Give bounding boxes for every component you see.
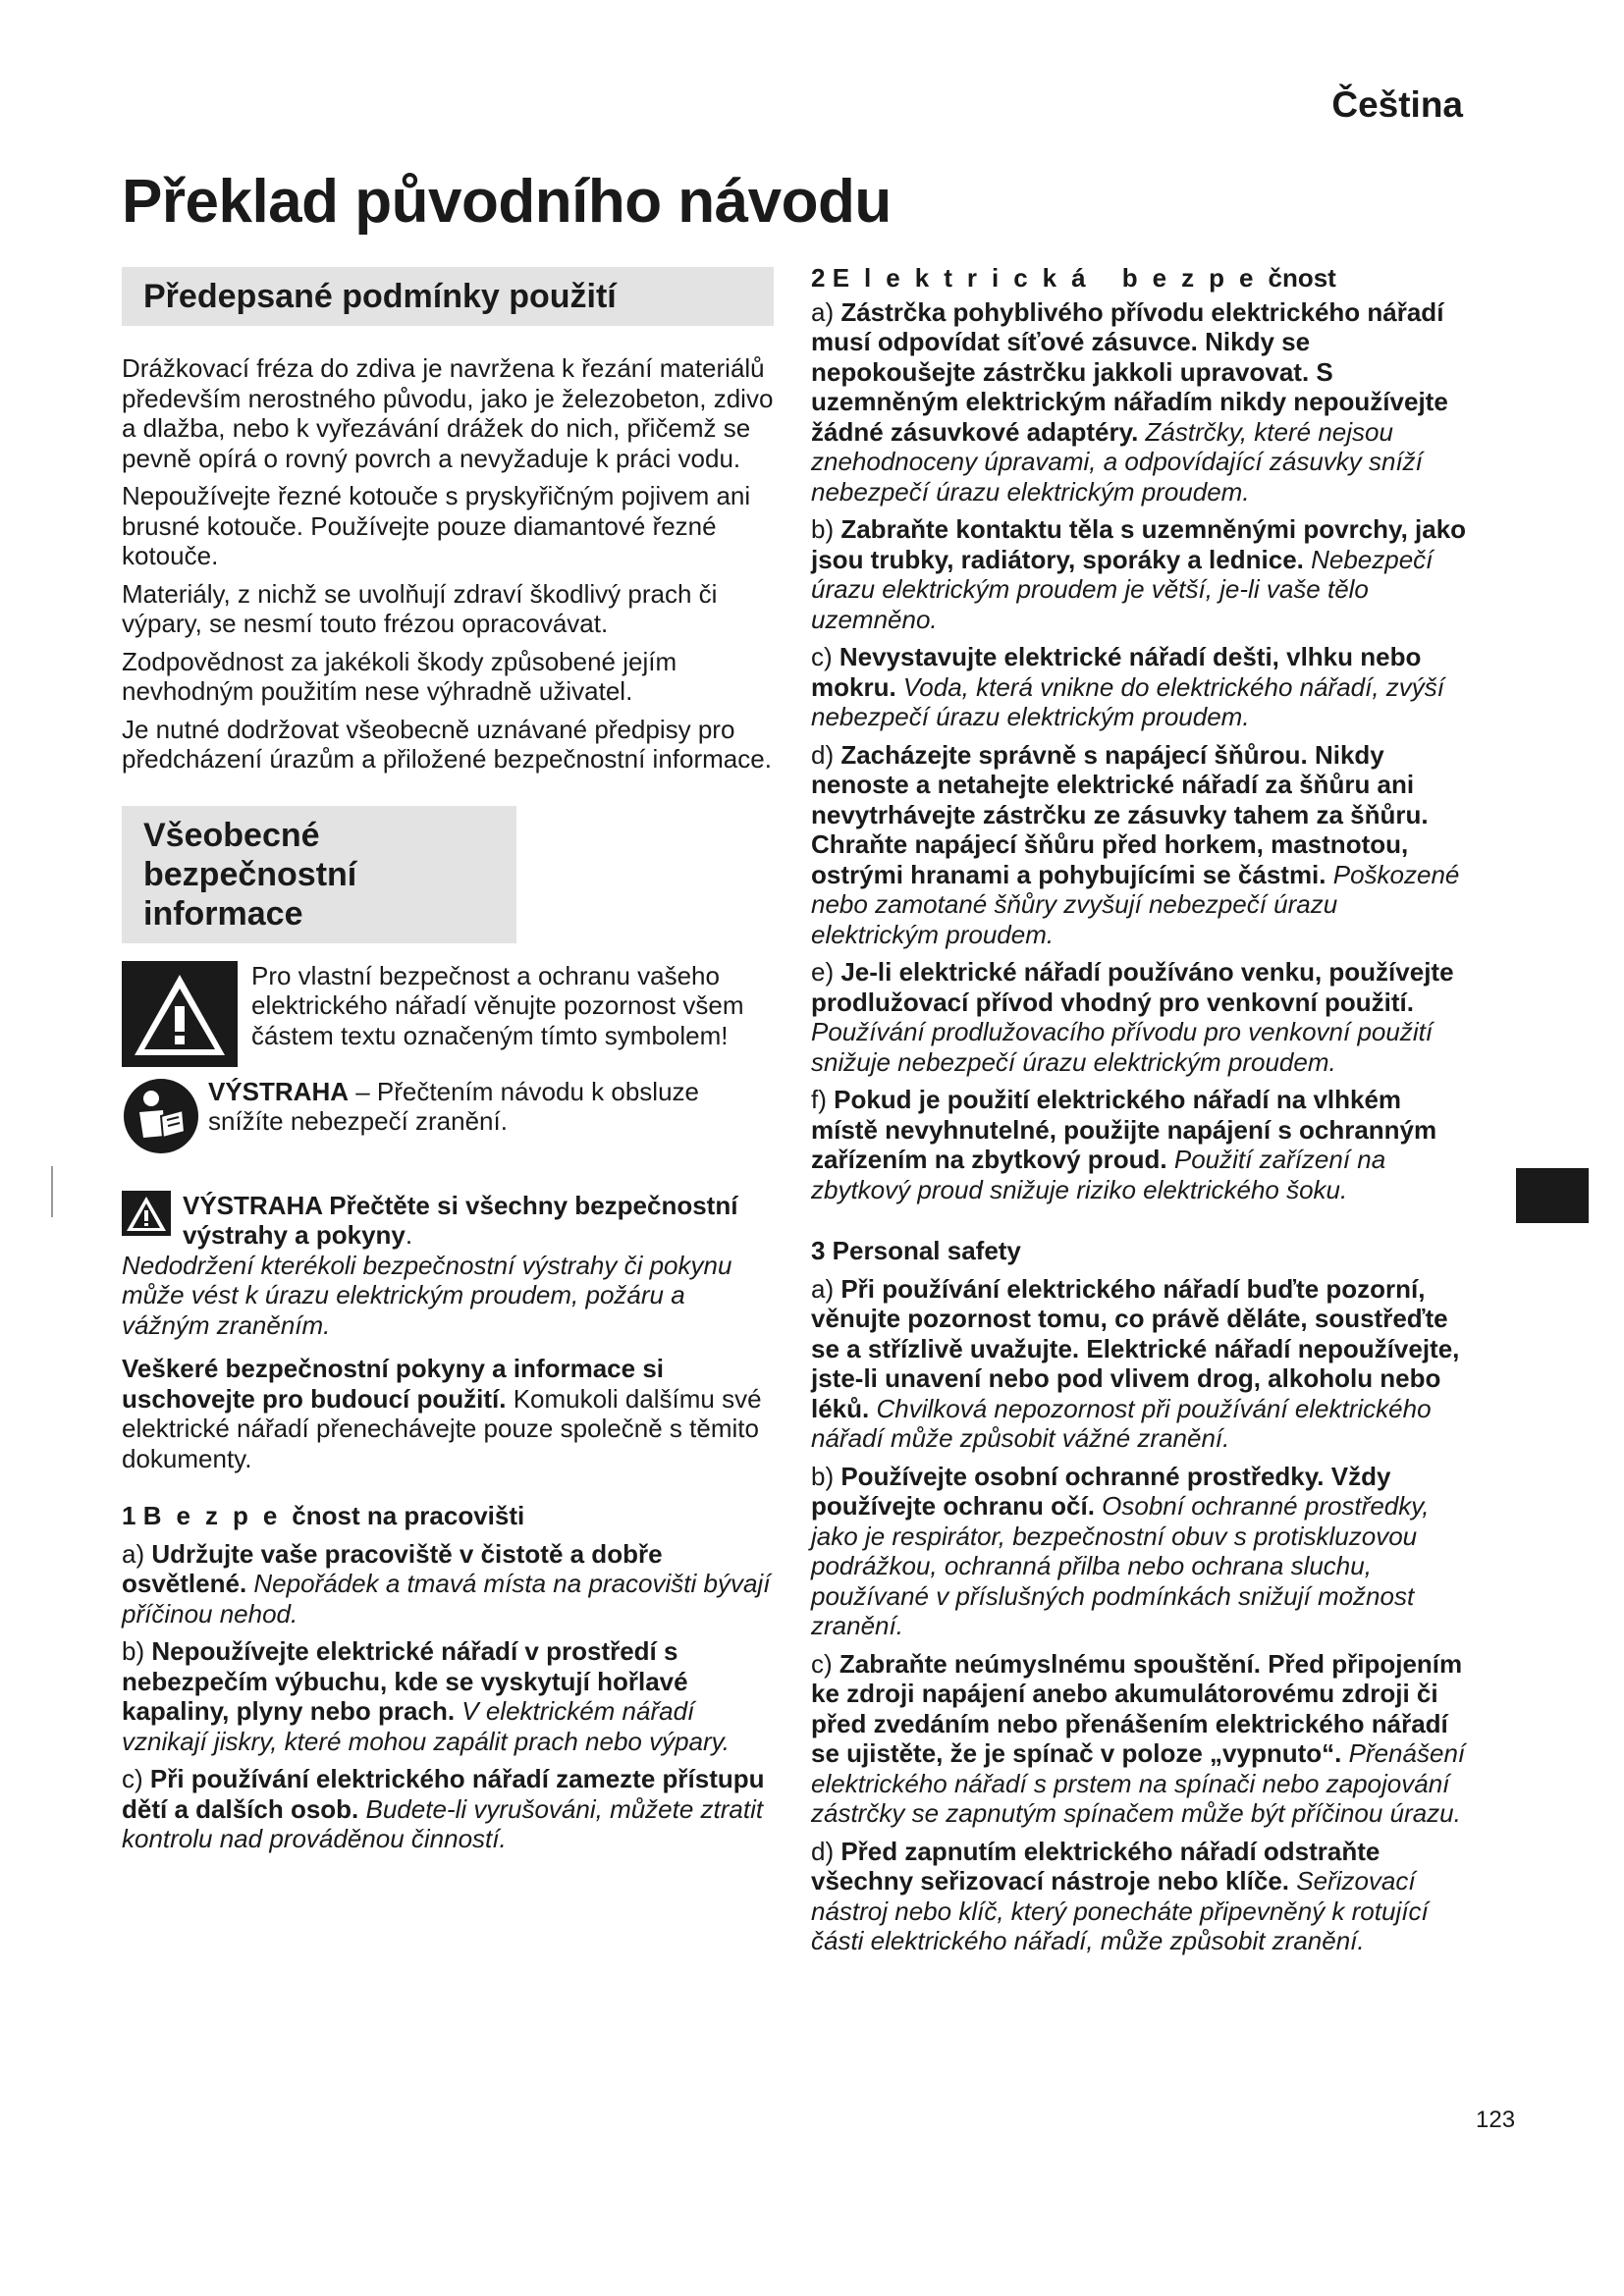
page-title: Překlad původního návodu [122,168,892,236]
page-number: 123 [1476,2107,1516,2133]
paragraph: Je nutné dodržovat všeobecně uznávané předpisy pro předcházení úrazům a přiložené bezpečnostní informace. [122,714,772,774]
safety-item: c) Zabraňte neúmyslnému spouštění. Před připojením ke zdroji napájení anebo akumulátorovému zdroji či před zvedáním nebo přenášením elektrického nářadí se ujistěte, že je spínač v poloze „vypnuto“. Přenášení elektrického nářadí s prstem na spínači nebo zapojování zástrčky se zapnutým spínačem může být příčinou úrazu. [811,1648,1466,1828]
paragraph: Nepoužívejte řezné kotouče s pryskyřičným pojivem ani brusné kotouče. Používejte pouze diamantové řezné kotouče. [122,481,751,570]
symbol-notice [122,961,774,1067]
symbol-text: Pro vlastní bezpečnost a ochranu vašeho elektrického nářadí věnujte pozornost všem částem textu označeným tímto symbolem! [251,960,744,1050]
paragraph: Zodpovědnost za jakékoli škody způsobené jejím nevhodným použitím nese výhradně uživatel. [122,646,677,706]
keep-instructions: Veškeré bezpečnostní pokyny a informace si uschovejte pro budoucí použití. Komukoli dalšímu své elektrické nářadí přenechávejte pouze společně s těmito dokumenty. [122,1354,762,1473]
section-heading-general-safety: Všeobecné bezpečnostní informace [122,806,516,943]
subsection-heading-work-area: 1 Bezpečnost na pracovišti [122,1501,525,1530]
manual-notice [122,1077,774,1155]
warning-triangle-icon [122,961,238,1067]
section-heading-intended-use: Předepsané podmínky použití [122,267,774,326]
safety-item: d) Zacházejte správně s napájecí šňůrou. Nikdy nenoste a netahejte elektrické nářadí za šňůru ani nevytrhávejte zástrčku ze zásuvky tahem za šňůru. Chraňte napájecí šňůru před horkem, mastnotou, ostrými hranami a pohybujícími se částmi. Poškozené nebo zamotané šňůry zvyšují nebezpečí úrazu elektrickým proudem. [811,739,1460,949]
left-column [122,267,774,1862]
safety-item: c) Při používání elektrického nářadí zamezte přístupu dětí a dalších osob. Budete-li vyrušováni, můžete ztratit kontrolu nad prováděnou činností. [122,1764,765,1853]
safety-item: b) Používejte osobní ochranné prostředky. Vždy používejte ochranu očí. Osobní ochranné prostředky, jako je respirátor, bezpečnostní obuv s protiskluzovou podrážkou, ochranná přilba nebo ochrana sluchu, používané v příslušných podmínkách snižují možnost zranění. [811,1461,1430,1640]
warning-notice [122,1191,774,1251]
safety-item: a) Zástrčka pohyblivého přívodu elektrického nářadí musí odpovídat síťové zásuvce. Nikdy se nepokoušejte zástrčku jakkoli upravovat. S uzemněným elektrickým nářadím nikdy nepoužívejte žádné zásuvkové adaptéry. Zástrčky, které nejsou znehodnoceny úpravami, a odpovídající zásuvky sníží nebezpečí úrazu elektrickým proudem. [811,296,1448,507]
safety-item: a) Udržujte vaše pracoviště v čistotě a dobře osvětlené. Nepořádek a tmavá místa na pracovišti bývají příčinou nehod. [122,1538,771,1629]
language-label: Čeština [1331,84,1463,125]
subsection-heading-personal-safety: 3 Personal safety [811,1236,1021,1265]
safety-item: b) Zabraňte kontaktu těla s uzemněnými povrchy, jako jsou trubky, radiátory, sporáky a lednice. Nebezpečí úrazu elektrickým proudem je větší, je-li vaše tělo uzemněno. [811,514,1467,634]
right-column [811,263,1469,1964]
safety-item: b) Nepoužívejte elektrické nářadí v prostředí s nebezpečím výbuchu, kde se vyskytují hořlavé kapaliny, plyny nebo prach. V elektrickém nářadí vznikají jiskry, které mohou zapálit prach nebo výpary. [122,1636,730,1756]
safety-item: e) Je-li elektrické nářadí používáno venku, používejte prodlužovací přívod vhodný pro venkovní použití. Používání prodlužovacího přívodu pro venkovní použití snižuje nebezpečí úrazu elektrickým proudem. [811,957,1454,1077]
manual-text: VÝSTRAHA – Přečtením návodu k obsluze snížíte nebezpečí zranění. [208,1076,699,1136]
paragraph: Drážkovací fréza do zdiva je navržena k řezání materiálů především nerostného původu, jako je železobeton, zdivo a dlažba, nebo k vyřezávání drážek do nich, přičemž se pevně opírá o rovný povrch a nevyžaduje k práci vodu. [122,353,774,473]
margin-mark [51,1166,53,1217]
subsection-heading-electrical-safety: 2 Elektrická bezpečnost [811,263,1336,293]
read-manual-icon [122,1077,200,1155]
safety-item: c) Nevystavujte elektrické nářadí dešti, vlhku nebo mokru. Voda, která vnikne do elektrického nářadí, zvýší nebezpečí úrazu elektrickým proudem. [811,642,1445,731]
safety-item: d) Před zapnutím elektrického nářadí odstraňte všechny seřizovací nástroje nebo klíče. Seřizovací nástroj nebo klíč, který ponecháte připevněný k rotující části elektrického nářadí, může způsobit zranění. [811,1836,1429,1955]
warning-italic: Nedodržení kterékoli bezpečnostní výstrahy či pokynu může vést k úrazu elektrickým proudem, požáru a vážným zraněním. [122,1250,732,1340]
warning-bold: VÝSTRAHA Přečtěte si všechny bezpečnostní výstrahy a pokyny. [183,1190,738,1250]
paragraph: Materiály, z nichž se uvolňují zdraví škodlivý prach či výpary, se nesmí touto frézou opracovávat. [122,578,718,638]
warning-triangle-small-icon [122,1191,171,1236]
safety-item: f) Pokud je použití elektrického nářadí na vlhkém místě nevyhnutelné, použijte napájení s ochranným zařízením na zbytkový proud. Použití zařízení na zbytkový proud snižuje riziko elektrického šoku. [811,1085,1437,1204]
safety-item: a) Při používání elektrického nářadí buďte pozorní, věnujte pozornost tomu, co právě děláte, soustřeďte se a střízlivě uvažujte. Elektrické nářadí nepoužívejte, jste-li unavení nebo pod vlivem drog, alkoholu nebo léků. Chvilková nepozornost při používání elektrického nářadí může způsobit vážné zranění. [811,1273,1460,1453]
chapter-tab-marker [1516,1168,1589,1223]
